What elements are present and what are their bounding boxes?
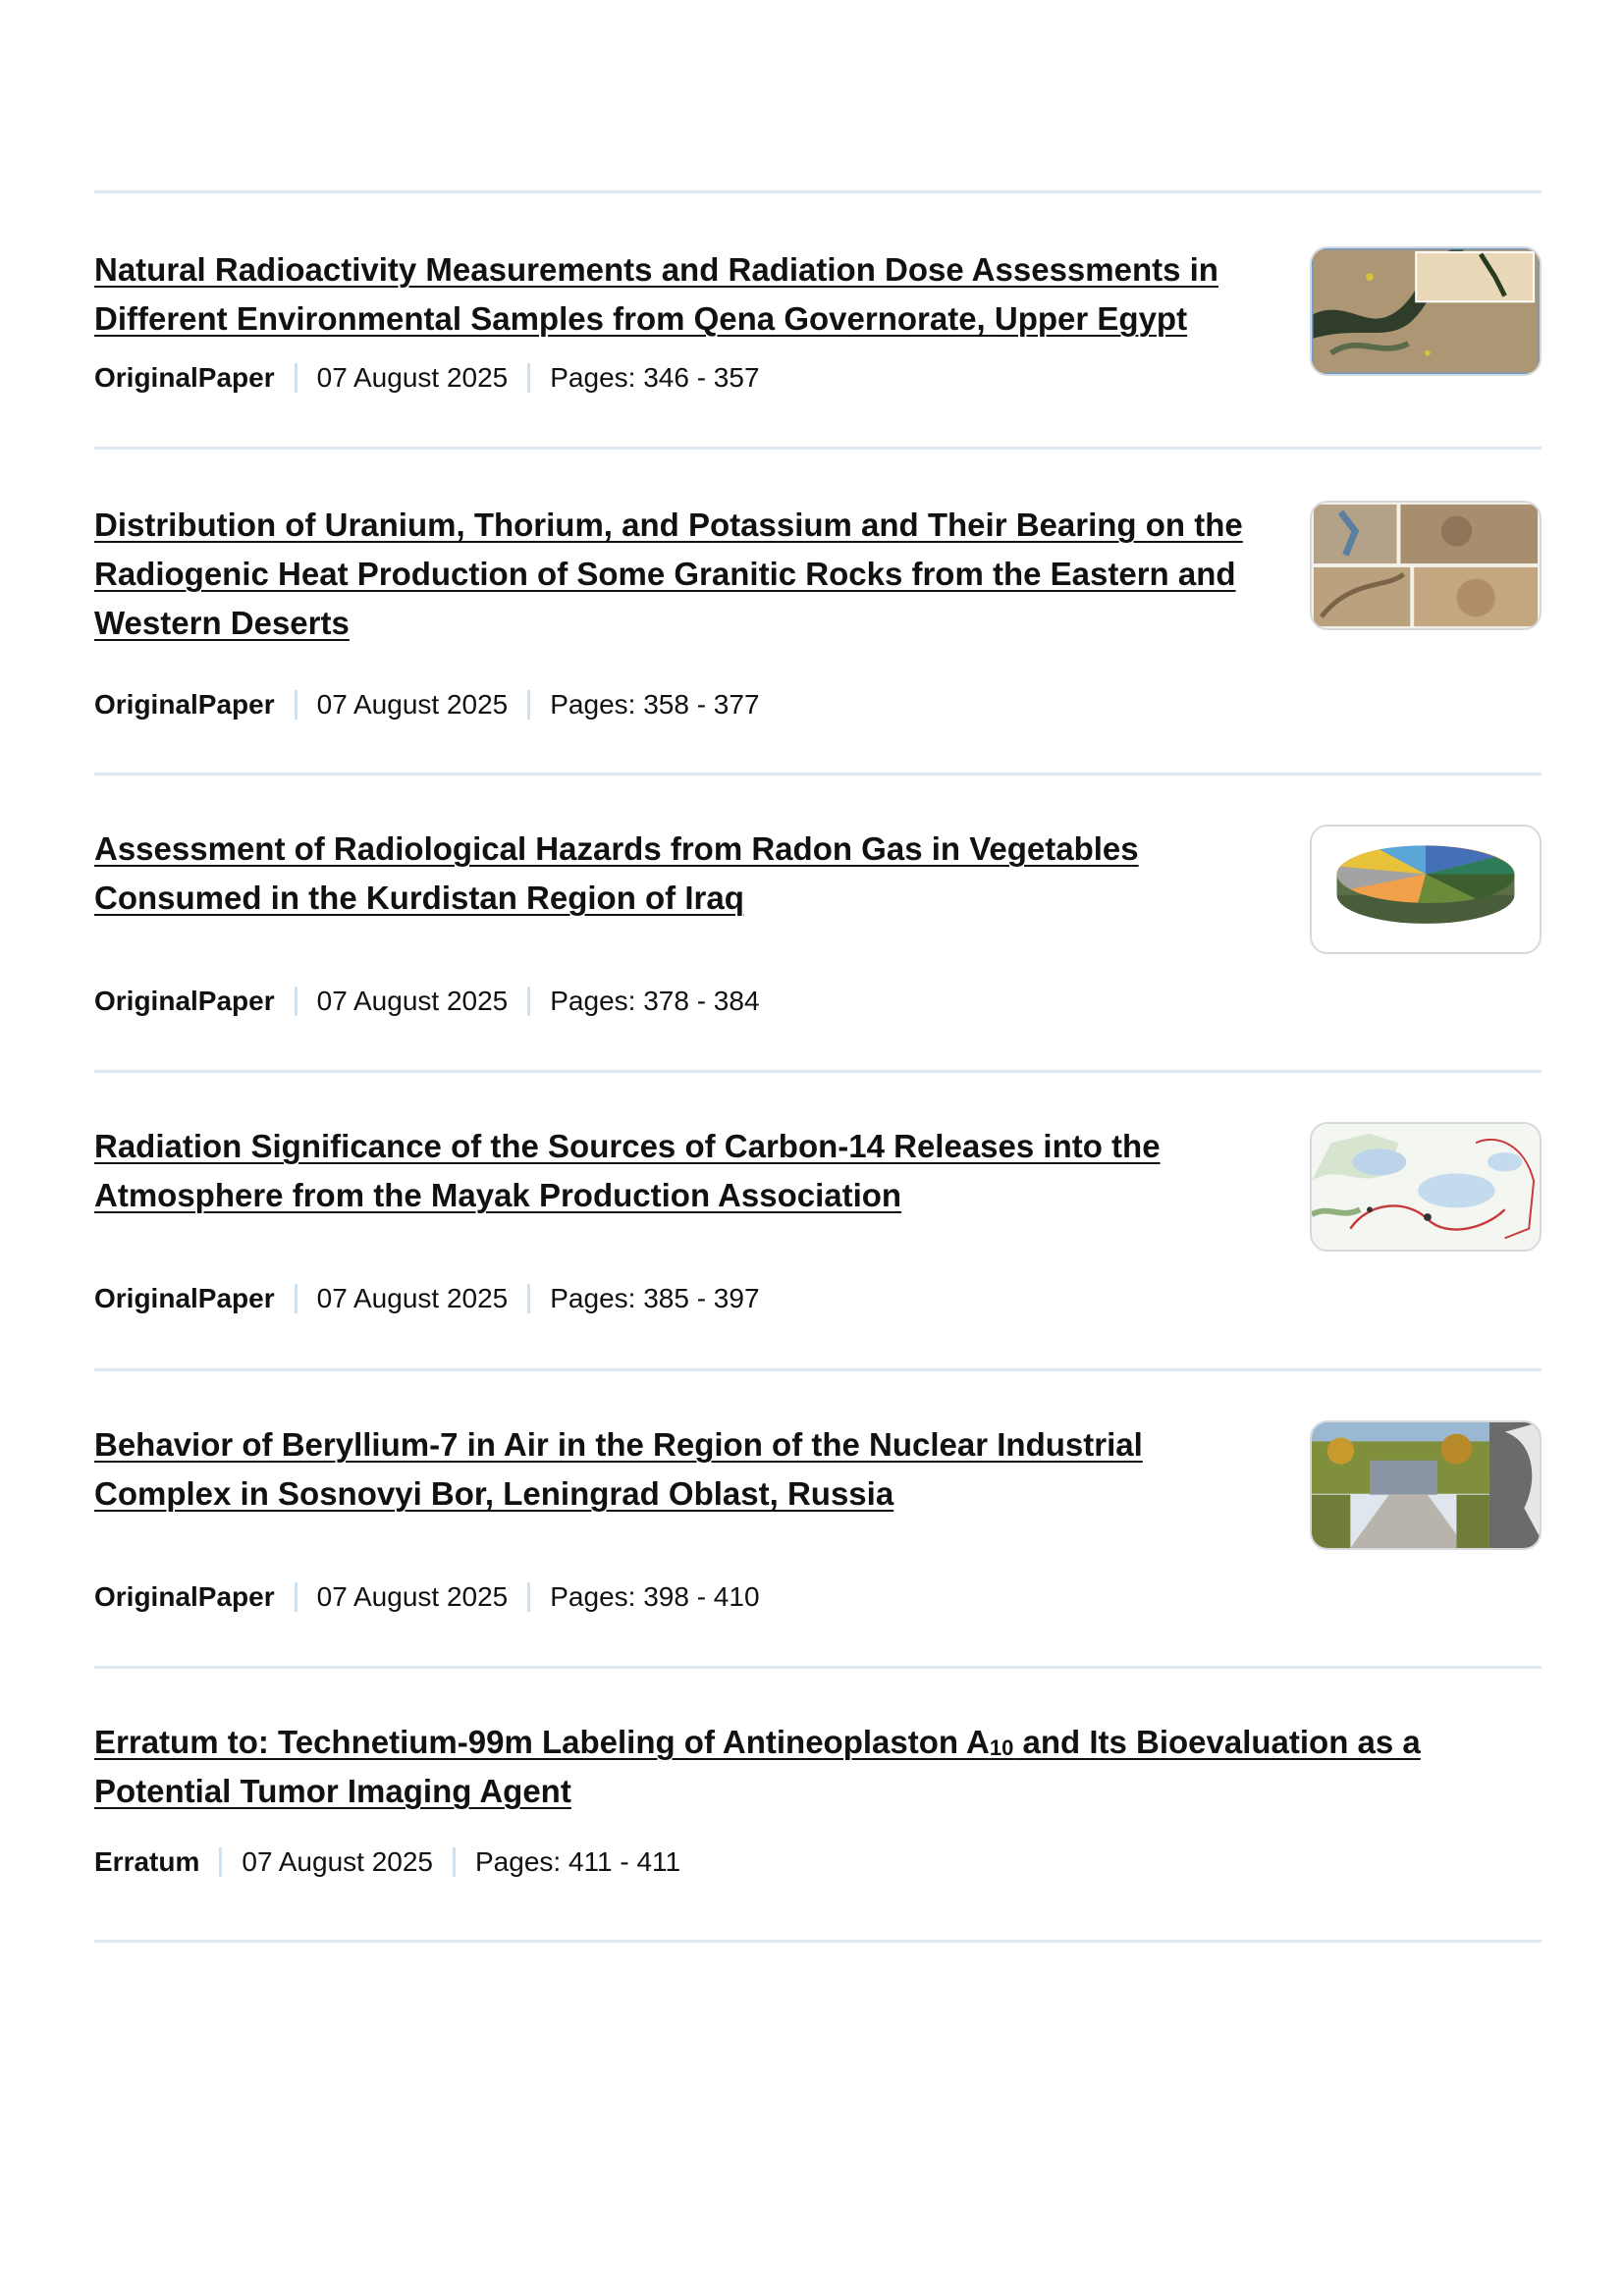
article-meta xyxy=(94,1844,680,1880)
article-date: 07 August 2025 xyxy=(316,1581,509,1612)
article-meta xyxy=(94,984,760,1019)
meta-separator xyxy=(453,1847,456,1877)
article-type: OriginalPaper xyxy=(94,1581,275,1612)
meta-separator xyxy=(219,1847,222,1877)
meta-separator xyxy=(527,987,530,1016)
article-pages: Pages: 398 - 410 xyxy=(550,1581,760,1612)
article-item xyxy=(94,775,1542,1070)
article-date: 07 August 2025 xyxy=(316,362,509,393)
satellite-map-thumbnail[interactable] xyxy=(1310,246,1542,376)
article-title-link[interactable]: Natural Radioactivity Measurements and Radiation Dose Assessments in Different Environmental Samples from Qena Governorate, Upper Egypt xyxy=(94,251,1218,337)
title-text-part: Erratum to: Technetium-99m Labeling of Antineoplaston A xyxy=(94,1724,990,1760)
meta-separator xyxy=(527,363,530,393)
meta-separator xyxy=(527,1284,530,1313)
article-date: 07 August 2025 xyxy=(316,1283,509,1313)
meta-separator xyxy=(527,1582,530,1612)
article-title-link[interactable]: Radiation Significance of the Sources of Carbon-14 Releases into the Atmosphere from the Mayak Production Association xyxy=(94,1128,1161,1213)
meta-separator xyxy=(527,690,530,720)
article-pages: Pages: 358 - 377 xyxy=(550,689,760,720)
article-type: OriginalPaper xyxy=(94,689,275,720)
article-item xyxy=(94,193,1542,447)
article-pages: Pages: 411 - 411 xyxy=(475,1846,681,1877)
article-pages: Pages: 378 - 384 xyxy=(550,986,760,1016)
pie-chart-thumbnail[interactable] xyxy=(1310,825,1542,954)
article-title-link[interactable]: Distribution of Uranium, Thorium, and Potassium and Their Bearing on the Radiogenic Heat Production of Some Granitic Rocks from the Eastern and Western Deserts xyxy=(94,507,1243,641)
article-meta xyxy=(94,1281,760,1316)
sampling-site-photo-thumbnail[interactable] xyxy=(1310,1420,1542,1550)
article-title-link[interactable] xyxy=(94,1718,1488,1816)
article-date: 07 August 2025 xyxy=(316,689,509,720)
meta-separator xyxy=(295,690,298,720)
article-date: 07 August 2025 xyxy=(316,986,509,1016)
article-item xyxy=(94,1669,1542,1940)
article-type: OriginalPaper xyxy=(94,1283,275,1313)
title-subscript: 10 xyxy=(989,1735,1014,1760)
desert-terrain-thumbnail[interactable] xyxy=(1310,501,1542,630)
regional-map-thumbnail[interactable] xyxy=(1310,1122,1542,1252)
meta-separator xyxy=(295,363,298,393)
article-item xyxy=(94,1073,1542,1368)
article-meta xyxy=(94,1579,760,1615)
article-type: Erratum xyxy=(94,1846,200,1877)
article-pages: Pages: 346 - 357 xyxy=(550,362,760,393)
article-list xyxy=(94,190,1542,1943)
article-pages: Pages: 385 - 397 xyxy=(550,1283,760,1313)
meta-separator xyxy=(295,1284,298,1313)
article-meta xyxy=(94,360,760,396)
article-date: 07 August 2025 xyxy=(242,1846,433,1877)
divider xyxy=(94,1940,1542,1943)
article-item xyxy=(94,1371,1542,1666)
article-type: OriginalPaper xyxy=(94,362,275,393)
article-title-link[interactable]: Behavior of Beryllium-7 in Air in the Region of the Nuclear Industrial Complex in Sosnovyi Bor, Leningrad Oblast, Russia xyxy=(94,1426,1143,1512)
article-item xyxy=(94,450,1542,773)
article-title-link[interactable]: Assessment of Radiological Hazards from Radon Gas in Vegetables Consumed in the Kurdistan Region of Iraq xyxy=(94,830,1139,916)
article-meta xyxy=(94,687,760,722)
meta-separator xyxy=(295,987,298,1016)
article-type: OriginalPaper xyxy=(94,986,275,1016)
meta-separator xyxy=(295,1582,298,1612)
title-text-part: and Its Bioevaluation as a Potential Tumor Imaging Agent xyxy=(94,1724,1421,1809)
